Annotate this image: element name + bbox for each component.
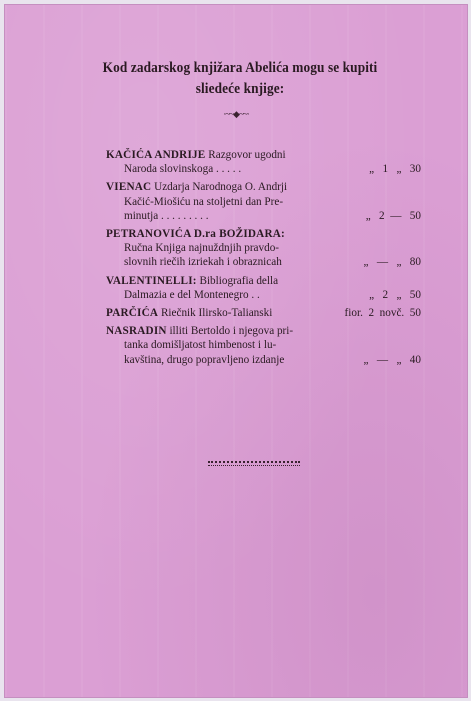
- book-title: Razgovor ugodni: [208, 149, 286, 161]
- heading-line-2: sliedeće knjige:: [195, 81, 285, 97]
- book-author: PETRANOVIĆA D.ra BOŽIDARA:: [106, 228, 285, 241]
- book-author: KAČIĆA ANDRIJE: [106, 149, 206, 161]
- book-title: Bibliografia della: [199, 274, 279, 287]
- book-title-cont: Kačić-Miošiću na stoljetni dan Pre-: [124, 195, 284, 208]
- book-title-cont: Dalmazia e del Montenegro: [124, 288, 249, 301]
- book-entry-kacic: [106, 148, 421, 176]
- advertisement-heading: [79, 58, 401, 100]
- book-entry-nasradin: [106, 324, 421, 367]
- book-price: „ 2 „ 50: [369, 288, 421, 301]
- book-price: „ 2 — 50: [365, 209, 421, 222]
- book-title-cont: kavština, drugo popravljeno izdanje: [124, 353, 285, 366]
- dot-leader: . . . . . . . . .: [158, 209, 209, 222]
- book-title: illiti Bertoldo i njegova pri-: [169, 325, 294, 338]
- book-author: NASRADIN: [106, 325, 167, 338]
- dot-leader: . . . . .: [213, 163, 242, 176]
- dot-leader: . .: [248, 288, 260, 301]
- book-title-cont: Naroda slovinskoga: [124, 163, 214, 176]
- book-price: „ — „ 80: [363, 256, 421, 269]
- book-price: „ — „ 40: [363, 353, 421, 366]
- book-price: fior. 2 novč. 50: [344, 307, 421, 320]
- book-entry-vienac: [106, 180, 421, 223]
- book-title-cont: slovnih riečih izriekah i obraznicah: [124, 256, 282, 269]
- book-author: VALENTINELLI:: [106, 274, 197, 287]
- book-entry-parcic: [106, 306, 421, 320]
- book-list: [106, 148, 421, 371]
- price-list-page: [4, 4, 468, 698]
- book-title: Uzdarja Narodnoga O. Andrji: [154, 181, 288, 194]
- book-author: PARČIĆA: [106, 307, 159, 320]
- book-entry-valentinelli: [106, 274, 421, 302]
- heading-line-1: Kod zadarskog knjižara Abelića mogu se kupiti: [102, 60, 378, 76]
- ornament-divider: ·~~◆~~·: [223, 109, 249, 119]
- book-title: Ručna Knjiga najnuždnjih pravdo-: [124, 242, 280, 255]
- book-title: Riečnik Ilirsko-Talianski: [160, 307, 273, 320]
- book-title-cont: minutja: [124, 209, 159, 222]
- closing-rule: [208, 461, 300, 467]
- book-entry-petranovic: [106, 227, 421, 270]
- book-title-cont: tanka domišljatost himbenost i lu-: [124, 339, 277, 352]
- book-price: „ 1 „ 30: [369, 163, 421, 176]
- book-author: VIENAC: [106, 181, 152, 194]
